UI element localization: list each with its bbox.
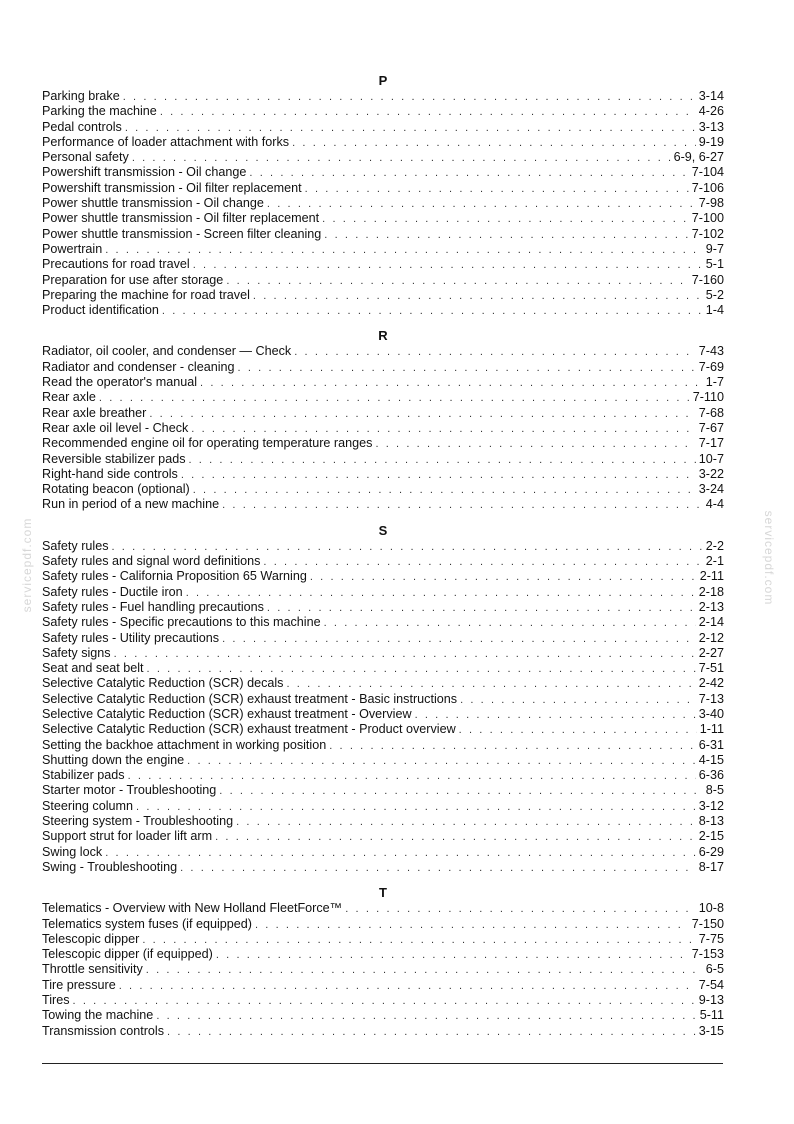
index-entry[interactable] [42,273,724,288]
entry-page-ref: 8-13 [698,814,724,829]
dot-leader [222,632,696,647]
entry-title: Recommended engine oil for operating temperature ranges [42,436,373,451]
index-entry[interactable] [42,932,724,947]
entry-page-ref: 3-15 [698,1023,724,1038]
entry-title: Telematics - Overview with New Holland FleetForce™ [42,901,343,916]
index-entry[interactable] [42,390,724,405]
entry-title: Setting the backhoe attachment in working position [42,737,327,752]
entry-page-ref: 5-11 [699,1008,724,1023]
entry-page-ref: 7-51 [698,661,724,676]
entry-title: Power shuttle transmission - Screen filter cleaning [42,226,322,241]
entry-title: Selective Catalytic Reduction (SCR) exhaust treatment - Basic instructions [42,691,458,706]
entry-page-ref: 9-7 [705,241,724,256]
entry-title: Read the operator's manual [42,375,198,390]
entry-page-ref: 7-68 [698,405,724,420]
index-entry[interactable] [42,814,724,829]
entry-page-ref: 4-15 [698,752,724,767]
entry-title: Steering system - Troubleshooting [42,814,234,829]
index-entry[interactable] [42,707,724,722]
index-entry[interactable] [42,120,724,135]
index-entry[interactable] [42,569,724,584]
entry-title: Parking brake [42,89,120,103]
entry-title: Towing the machine [42,1008,154,1023]
index-entry[interactable] [42,554,724,569]
index-entry[interactable] [42,344,724,359]
entry-page-ref: 7-106 [691,180,724,195]
dot-leader [147,662,696,677]
entry-title: Pedal controls [42,119,122,134]
dot-leader [156,1009,696,1024]
dot-leader [222,498,703,513]
entry-page-ref: 2-27 [698,645,724,660]
index-entry[interactable] [42,211,724,226]
entry-title: Run in period of a new machine [42,497,220,512]
entry-title: Throttle sensitivity [42,962,143,977]
entry-title: Selective Catalytic Reduction (SCR) exhaust treatment - Product overview [42,722,456,737]
dot-leader [305,182,689,197]
dot-leader [216,948,689,963]
entry-title: Rotating beacon (optional) [42,482,190,497]
dot-leader [415,708,696,723]
dot-leader [186,586,696,601]
entry-title: Telescopic dipper (if equipped) [42,947,213,962]
dot-leader [181,468,696,483]
entry-title: Safety rules and signal word definitions [42,554,261,569]
entry-title: Powershift transmission - Oil change [42,165,247,180]
entry-page-ref: 9-19 [698,134,724,149]
index-entry[interactable] [42,165,724,180]
entry-page-ref: 6-31 [698,737,724,752]
dot-leader [286,677,695,692]
entry-page-ref: 2-11 [699,569,724,584]
index-entry[interactable] [42,288,724,303]
entry-page-ref: 7-150 [691,916,724,931]
dot-leader [123,90,696,105]
index-section [42,327,724,512]
index-entry[interactable] [42,467,724,482]
dot-leader [132,151,671,166]
index-entry[interactable] [42,257,724,272]
dot-leader [99,391,690,406]
entry-page-ref: 7-98 [698,196,724,211]
entry-title: Powershift transmission - Oil filter replacement [42,180,302,195]
entry-title: Tire pressure [42,977,116,992]
index-entry[interactable] [42,962,724,977]
index-entry[interactable] [42,227,724,242]
index-entry[interactable] [42,738,724,753]
index-entry[interactable] [42,768,724,783]
index-entry[interactable] [42,661,724,676]
index-entry[interactable] [42,421,724,436]
entry-page-ref: 3-24 [698,482,724,497]
entry-page-ref: 2-18 [698,584,724,599]
index-entry[interactable] [42,89,724,104]
entry-page-ref: 3-14 [698,89,724,103]
entry-page-ref: 3-13 [698,119,724,134]
dot-leader [263,555,702,570]
dot-leader [324,228,688,243]
entry-page-ref: 6-9, 6-27 [673,150,724,165]
index-section [42,522,724,876]
entry-title: Personal safety [42,150,129,165]
entry-page-ref: 10-7 [698,451,724,466]
index-entry[interactable] [42,452,724,467]
index-entry[interactable] [42,978,724,993]
entry-title: Telematics system fuses (if equipped) [42,916,252,931]
index-entry[interactable] [42,436,724,451]
entry-title: Starter motor - Troubleshooting [42,783,217,798]
section-letter: R [378,328,388,344]
entry-title: Transmission controls [42,1023,165,1038]
dot-leader [114,647,696,662]
dot-leader [191,422,695,437]
index-entry[interactable] [42,150,724,165]
entry-page-ref: 2-13 [698,599,724,614]
entry-title: Safety rules - Fuel handling precautions [42,599,264,614]
entry-list [42,89,724,318]
entry-page-ref: 2-2 [705,538,724,553]
entry-title: Precautions for road travel [42,257,190,272]
entry-page-ref: 7-102 [691,226,724,241]
dot-leader [253,289,703,304]
entry-title: Reversible stabilizer pads [42,451,186,466]
index-entry[interactable] [42,135,724,150]
entry-title: Rear axle breather [42,405,147,420]
entry-page-ref: 7-100 [691,211,724,226]
index-section [42,884,724,1039]
entry-title: Shutting down the engine [42,752,185,767]
entry-title: Right-hand side controls [42,466,178,481]
index-entry[interactable] [42,845,724,860]
entry-title: Rear axle oil level - Check [42,420,189,435]
dot-leader [160,105,696,120]
dot-leader [187,754,696,769]
entry-page-ref: 7-43 [698,344,724,359]
entry-page-ref: 1-11 [699,722,724,737]
index-entry[interactable] [42,600,724,615]
dot-leader [238,361,696,376]
index-entry[interactable] [42,360,724,375]
dot-leader [200,376,703,391]
dot-leader [146,963,703,978]
index-entry[interactable] [42,303,724,318]
entry-page-ref: 4-4 [705,497,724,512]
dot-leader [142,933,695,948]
index-entry[interactable] [42,406,724,421]
entry-title: Safety signs [42,645,111,660]
index-entry[interactable] [42,539,724,554]
dot-leader [105,846,696,861]
entry-title: Product identification [42,303,159,318]
index-entry[interactable] [42,497,724,512]
dot-leader [255,918,689,933]
dot-leader [459,723,697,738]
dot-leader [112,540,703,555]
entry-title: Support strut for loader lift arm [42,829,213,844]
entry-page-ref: 6-36 [698,768,724,783]
dot-leader [236,815,696,830]
entry-page-ref: 7-67 [698,420,724,435]
entry-title: Preparing the machine for road travel [42,287,250,302]
dot-leader [73,994,696,1009]
dot-leader [105,243,703,258]
index-entry[interactable] [42,783,724,798]
entry-page-ref: 1-4 [705,303,724,318]
index-entry[interactable] [42,646,724,661]
dot-leader [324,616,696,631]
dot-leader [128,769,696,784]
entry-page-ref: 9-13 [698,993,724,1008]
index-entry[interactable] [42,917,724,932]
entry-list [42,344,724,512]
index-entry[interactable] [42,615,724,630]
entry-page-ref: 4-26 [698,104,724,119]
index-entry[interactable] [42,799,724,814]
dot-leader [226,274,688,289]
entry-title: Steering column [42,798,134,813]
dot-leader [292,136,696,151]
entry-title: Tires [42,993,70,1008]
index-entry[interactable] [42,676,724,691]
dot-leader [345,902,696,917]
entry-page-ref: 7-160 [691,272,724,287]
entry-page-ref: 10-8 [698,901,724,916]
dot-leader [193,483,696,498]
dot-leader [294,345,696,360]
section-letter: P [378,73,388,88]
entry-page-ref: 7-110 [692,390,724,405]
dot-leader [193,258,703,273]
entry-page-ref: 1-7 [705,375,724,390]
index-entry[interactable] [42,585,724,600]
entry-page-ref: 3-22 [698,466,724,481]
bottom-rule [42,1063,723,1064]
index-entry[interactable] [42,1024,724,1039]
index-entry[interactable] [42,631,724,646]
entry-title: Selective Catalytic Reduction (SCR) decals [42,676,284,691]
entry-page-ref: 7-54 [698,977,724,992]
entry-page-ref: 8-17 [698,859,724,874]
entry-page-ref: 7-17 [698,436,724,451]
entry-page-ref: 7-13 [698,691,724,706]
entry-title: Selective Catalytic Reduction (SCR) exhaust treatment - Overview [42,706,412,721]
dot-leader [125,121,696,136]
entry-title: Power shuttle transmission - Oil change [42,196,264,211]
entry-list [42,901,724,1039]
entry-title: Safety rules - Utility precautions [42,630,220,645]
entry-title: Preparation for use after storage [42,272,224,287]
dot-leader [322,212,689,227]
entry-title: Radiator and condenser - cleaning [42,359,235,374]
entry-page-ref: 3-40 [698,706,724,721]
entry-title: Telescopic dipper [42,931,140,946]
entry-title: Stabilizer pads [42,768,125,783]
entry-page-ref: 7-75 [698,931,724,946]
entry-title: Radiator, oil cooler, and condenser — Check [42,344,292,359]
index-entry[interactable] [42,947,724,962]
entry-page-ref: 2-15 [698,829,724,844]
entry-title: Performance of loader attachment with forks [42,134,290,149]
index-entry[interactable] [42,181,724,196]
index-entry[interactable] [42,242,724,257]
dot-leader [219,784,703,799]
dot-leader [189,453,696,468]
index-entry[interactable] [42,1008,724,1023]
index-section [42,72,724,318]
watermark-right: servicepdf.com [762,510,776,606]
dot-leader [310,570,697,585]
index-entry[interactable] [42,860,724,875]
index-entry[interactable] [42,993,724,1008]
entry-title: Safety rules - California Proposition 65 Warning [42,569,307,584]
dot-leader [329,739,696,754]
entry-title: Safety rules [42,538,109,553]
entry-title: Powertrain [42,241,103,256]
dot-leader [267,601,696,616]
dot-leader [180,861,696,876]
dot-leader [136,800,696,815]
entry-page-ref: 7-69 [698,359,724,374]
section-letter: S [378,522,388,538]
entry-page-ref: 7-104 [691,165,724,180]
entry-title: Safety rules - Specific precautions to this machine [42,615,321,630]
entry-page-ref: 5-2 [705,287,724,302]
entry-page-ref: 6-5 [705,962,724,977]
dot-leader [167,1025,696,1040]
dot-leader [162,304,703,319]
entry-title: Seat and seat belt [42,661,144,676]
dot-leader [249,166,688,181]
section-letter: T [379,885,387,901]
entry-page-ref: 2-14 [698,615,724,630]
dot-leader [119,979,696,994]
entry-list [42,539,724,876]
index-entry[interactable] [42,901,724,916]
entry-title: Power shuttle transmission - Oil filter replacement [42,211,320,226]
index-content [42,72,724,1039]
index-entry[interactable] [42,104,724,119]
index-entry[interactable] [42,375,724,390]
entry-page-ref: 2-12 [698,630,724,645]
dot-leader [215,830,696,845]
entry-page-ref: 5-1 [705,257,724,272]
index-entry[interactable] [42,829,724,844]
dot-leader [375,437,695,452]
index-entry[interactable] [42,692,724,707]
index-entry[interactable] [42,196,724,211]
entry-page-ref: 3-12 [698,798,724,813]
dot-leader [460,693,696,708]
entry-title: Swing lock [42,844,103,859]
entry-page-ref: 6-29 [698,844,724,859]
entry-page-ref: 2-42 [698,676,724,691]
index-entry[interactable] [42,722,724,737]
dot-leader [149,407,695,422]
entry-page-ref: 2-1 [705,554,724,569]
entry-title: Swing - Troubleshooting [42,859,178,874]
watermark-left: servicepdf.com [20,517,34,613]
entry-title: Rear axle [42,390,96,405]
index-entry[interactable] [42,753,724,768]
entry-title: Parking the machine [42,104,157,119]
entry-page-ref: 7-153 [691,947,724,962]
index-entry[interactable] [42,482,724,497]
dot-leader [267,197,696,212]
entry-page-ref: 8-5 [705,783,724,798]
entry-title: Safety rules - Ductile iron [42,584,183,599]
